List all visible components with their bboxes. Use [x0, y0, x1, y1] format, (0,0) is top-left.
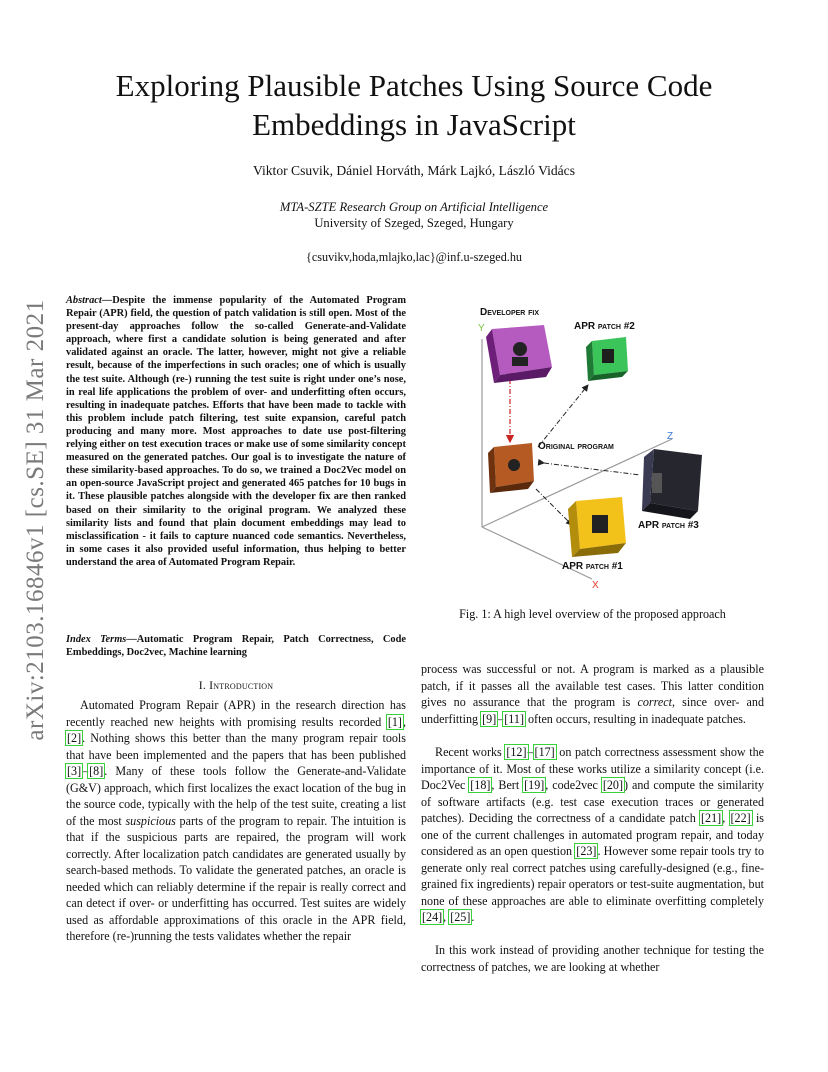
text-run: . Nothing shows this better than the many program repair tools that have been implemented and the papers that has been published: [66, 731, 406, 762]
citation-link[interactable]: [8]: [89, 764, 104, 778]
author-email: {csuvikv,hoda,mlajko,lac}@inf.u-szeged.hu: [305, 250, 523, 264]
apr2-link: [538, 385, 588, 447]
figure-diagram: [440, 297, 760, 593]
citation-link[interactable]: [19]: [524, 778, 545, 792]
citation-link[interactable]: [20]: [602, 778, 623, 792]
developer-fix-cube: [486, 325, 552, 383]
arxiv-stamp: [6, 280, 66, 760]
apr-patch-2-label: APR patch #2: [574, 321, 635, 332]
citation-link[interactable]: [21]: [701, 811, 722, 825]
axis-y-label: Y: [478, 323, 485, 334]
text-run: In this work instead of providing another technique for testing the correctness of patches, we are looking at whether: [421, 943, 764, 974]
text-run: Recent works: [435, 745, 506, 759]
figure-1: [440, 297, 760, 593]
arxiv-id: arXiv:2103.16846v1 [cs.SE] 31 Mar 2021: [22, 299, 49, 741]
text-run: often occurs, resulting in inadequate patches.: [524, 711, 746, 726]
citation-link[interactable]: [23]: [576, 844, 597, 858]
abstract-text: —Despite the immense popularity of the Automated Program Repair (APR) field, the question of patch validation is still open. Most of the present-day approaches follow the so-called Generate-and-Validate approach, where first a candidate solution is being generated and after validated against an oracle. The latter, however, might not give a reliable result, because of the imperfections in such oracles; one of which is usually the test suite. Although (re-) running the test suite is right under one’s nose, in real life applications the problem of over- and underfitting often occurs, resulting in inadequate patches. Efforts that have been made to tackle with this problem include patch filtering, test suite expansion, careful patch producing and many more. Most approaches to date use post-filtering relying either on test execution traces or make use of some similarity concept measured on the generated patches. Our goal is to investigate the nature of these similarity-based approaches. To do so, we trained a Doc2Vec model on an open-source JavaScript project and generated 465 patches for 10 bugs in it. These plausible patches alongside with the developer fix are then ranked based on their similarity to the original program. We analyzed these similarity lists and found that plain document embeddings may lead to misclassification - it fails to capture nuanced code semantics. Nevertheless, in some cases it also provided useful information, thus helping to better understand the area of Automated Program Repair.: [66, 295, 406, 568]
intro-paragraph: [66, 697, 406, 945]
index-terms: [66, 633, 406, 659]
text-run: on patch correctness assessment show the importance of it. Most of these works utilize a similarity concept (i.e. Doc2Vec: [421, 745, 765, 792]
apr-patch-2-cube: [586, 337, 628, 381]
apr1-link: [536, 489, 572, 525]
citation-link[interactable]: [22]: [730, 811, 751, 825]
original-program-cube: [488, 443, 534, 493]
index-terms-lead: Index Terms: [66, 634, 127, 645]
index-terms-text: —Automatic Program Repair, Patch Correctness, Code Embeddings, Doc2vec, Machine learning: [66, 634, 406, 659]
right-paragraph-3: [421, 942, 764, 975]
citation-link[interactable]: [11]: [504, 711, 524, 726]
abstract: [66, 294, 406, 569]
right-paragraph-2: [421, 744, 764, 926]
paper-title: [60, 66, 768, 144]
apr-patch-1-cube: [568, 497, 626, 557]
text-run: , code2vec: [545, 778, 602, 792]
text-run: process was successful or not. A program is marked as a plausible patch, if it passes all the available test cases. This latter condition gives no assurance that the program is: [421, 662, 764, 709]
affiliation-university: University of Szeged, Szeged, Hungary: [314, 216, 514, 230]
text-run: . However some repair tools try to generate only real correct patches using carefully-designed (e.g., fine-grained fix ingredients) repair operators or test-suite augmentation, but none of these approaches are able to eliminate overfitting completely: [421, 844, 764, 908]
citation-link[interactable]: [24]: [422, 910, 443, 924]
right-paragraph-1: [421, 661, 764, 727]
text-run: , since over- and underfitting: [421, 695, 764, 726]
apr-patch-1-label: APR patch #1: [562, 561, 623, 572]
citation-link[interactable]: [2]: [67, 731, 82, 745]
apr3-link: [544, 463, 640, 475]
text-run: ) and compute the similarity of software artifacts (e.g. test case execution traces or generated patches). Deciding the correctness of a candidate patch: [421, 778, 764, 825]
text-run: . Many of these tools follow the Generate-and-Validate (G&V) approach, which first localizes the exact location of the bug in the source code, typically with the help of the test suite, creating a list of the most: [66, 764, 406, 828]
section-heading: [66, 678, 406, 693]
emphasis: suspicious: [125, 813, 176, 828]
title-line-2: Embeddings in JavaScript: [252, 107, 576, 142]
apr-patch-3-cube: [642, 449, 702, 519]
citation-link[interactable]: [12]: [506, 745, 527, 759]
text-run: is one of the current challenges in automated program repair, and today considered as an open question: [421, 811, 765, 858]
axis-z-label: Z: [667, 431, 674, 442]
citation-link[interactable]: [25]: [450, 910, 471, 924]
citation-link[interactable]: [1]: [387, 714, 402, 729]
text-run: ,: [722, 811, 730, 825]
text-run: ,: [443, 910, 450, 924]
text-run: –: [497, 711, 504, 726]
apr-patch-3-label: APR patch #3: [638, 520, 699, 531]
text-run: .: [471, 910, 475, 924]
authors: Viktor Csuvik, Dániel Horváth, Márk Lajkó, László Vidács: [252, 163, 576, 178]
abstract-lead: Abstract: [66, 295, 102, 306]
original-program-label: Original program: [538, 441, 614, 452]
section-title: Introduction: [209, 678, 274, 692]
text-run: –: [82, 764, 89, 778]
citation-link[interactable]: [18]: [470, 778, 491, 792]
title-line-1: Exploring Plausible Patches Using Source Code: [115, 68, 713, 103]
text-run: –: [527, 745, 534, 759]
citation-link[interactable]: [9]: [482, 711, 497, 726]
text-run: ,: [402, 714, 406, 729]
section-number: I.: [198, 678, 206, 692]
affiliation: [60, 199, 768, 231]
figure-caption: Fig. 1: A high level overview of the proposed approach: [459, 607, 726, 621]
citation-link[interactable]: [17]: [534, 745, 555, 759]
text-run: Automated Program Repair (APR) in the research direction has recently reached new heights with promising results recorded: [66, 698, 406, 729]
text-run: parts of the program to repair. The intuition is that if the suspicious parts are repaired, the program will work correctly. After localization patch candidates are generated usually by search-based methods. To validate the generated patches, an oracle is needed which can reliably determine if the repair is really correct and can detect if over- or underfitting has occurred. Test suites are widely used as affordable approximations of this oracle in the APR field, therefore (re-)running the tests validates whether the repair: [66, 813, 406, 943]
emphasis: correct: [637, 695, 672, 709]
text-run: , Bert: [491, 778, 524, 792]
citation-link[interactable]: [3]: [67, 764, 82, 778]
affiliation-group: MTA-SZTE Research Group on Artificial Intelligence: [279, 200, 549, 214]
developer-fix-label: Developer fix: [480, 307, 540, 318]
axis-x-label: X: [592, 580, 599, 591]
